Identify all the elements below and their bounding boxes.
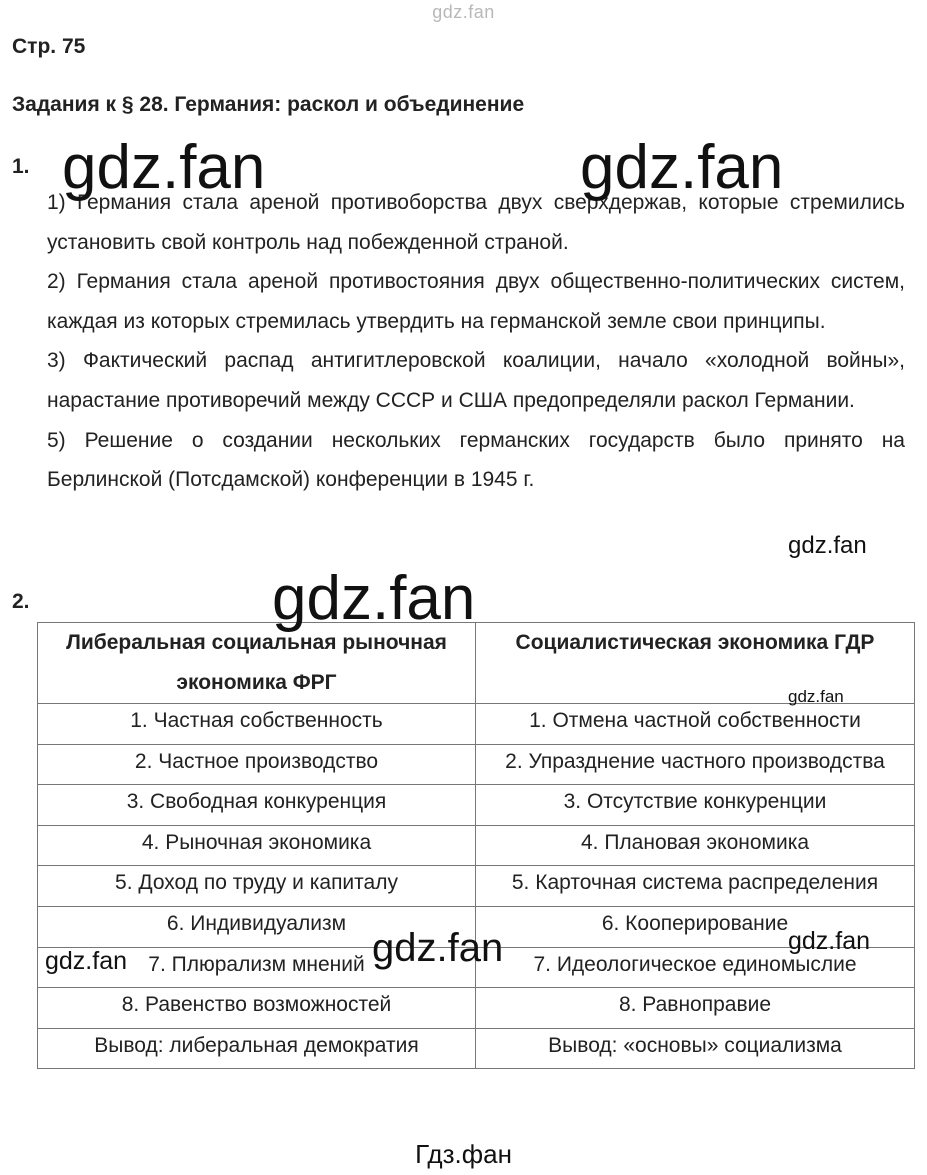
cell-frg: 2. Частное производство bbox=[38, 744, 476, 785]
answer-paragraph: 5) Решение о создании нескольких германских государств было принято на Берлинской (Потсдамской) конференции в 1945 г. bbox=[47, 428, 905, 492]
cell-frg: 3. Свободная конкуренция bbox=[38, 785, 476, 826]
cell-frg: 4. Рыночная экономика bbox=[38, 825, 476, 866]
task-2-number: 2. bbox=[12, 590, 30, 613]
watermark: gdz.fan bbox=[45, 947, 128, 975]
table-row bbox=[38, 825, 915, 866]
section-heading: Задания к § 28. Германия: раскол и объединение bbox=[12, 93, 525, 116]
cell-gdr: 4. Плановая экономика bbox=[476, 825, 915, 866]
cell-gdr: 3. Отсутствие конкуренции bbox=[476, 785, 915, 826]
page-number: Стр. 75 bbox=[12, 35, 86, 58]
cell-gdr: 7. Идеологическое единомыслие bbox=[476, 947, 915, 988]
answer-paragraph: 3) Фактический распад антигитлеровской коалиции, начало «холодной войны», нарастание противоречий между СССР и США предопределяли раскол Германии. bbox=[47, 349, 905, 412]
watermark: gdz.fan bbox=[788, 927, 871, 955]
header-gdr: Социалистическая экономика ГДР bbox=[476, 623, 915, 704]
cell-frg: 7. Плюрализм мнений bbox=[38, 947, 476, 988]
header-frg: Либеральная социальная рыночная экономика ФРГ bbox=[38, 623, 476, 704]
table-row bbox=[38, 785, 915, 826]
cell-frg: 1. Частная собственность bbox=[38, 704, 476, 745]
table-row bbox=[38, 744, 915, 785]
comparison-table bbox=[37, 622, 915, 1069]
task-1-number: 1. bbox=[12, 155, 30, 178]
cell-frg: Вывод: либеральная демократия bbox=[38, 1028, 476, 1069]
footer-watermark: Гдз.фан bbox=[415, 1139, 512, 1169]
cell-gdr: 8. Равноправие bbox=[476, 988, 915, 1029]
table-header-row bbox=[38, 623, 915, 704]
watermark: gdz.fan bbox=[580, 133, 784, 202]
watermark: gdz.fan bbox=[272, 564, 476, 633]
cell-gdr: 6. Кооперирование bbox=[476, 906, 915, 947]
cell-frg: 8. Равенство возможностей bbox=[38, 988, 476, 1029]
task-1-answer bbox=[47, 183, 905, 500]
table-row bbox=[38, 1028, 915, 1069]
answer-paragraph: 2) Германия стала ареной противостояния двух общественно-политических систем, каждая из которых стремилась утвердить на германской земле свои принципы. bbox=[47, 270, 905, 333]
watermark: gdz.fan bbox=[788, 532, 867, 559]
watermark-top: gdz.fan bbox=[432, 2, 495, 22]
table-row bbox=[38, 866, 915, 907]
cell-frg: 6. Индивидуализм bbox=[38, 906, 476, 947]
watermark: gdz.fan bbox=[372, 926, 504, 970]
answer-paragraph: 1) Германия стала ареной противоборства двух сверхдержав, которые стремились установить свой контроль над побежденной страной. bbox=[47, 191, 905, 254]
cell-gdr: Вывод: «основы» социализма bbox=[476, 1028, 915, 1069]
watermark: gdz.fan bbox=[788, 687, 844, 706]
cell-gdr: 2. Упразднение частного производства bbox=[476, 744, 915, 785]
table-row bbox=[38, 704, 915, 745]
cell-gdr: 1. Отмена частной собственности bbox=[476, 704, 915, 745]
table-row bbox=[38, 988, 915, 1029]
cell-frg: 5. Доход по труду и капиталу bbox=[38, 866, 476, 907]
cell-gdr: 5. Карточная система распределения bbox=[476, 866, 915, 907]
watermark: gdz.fan bbox=[62, 133, 266, 202]
